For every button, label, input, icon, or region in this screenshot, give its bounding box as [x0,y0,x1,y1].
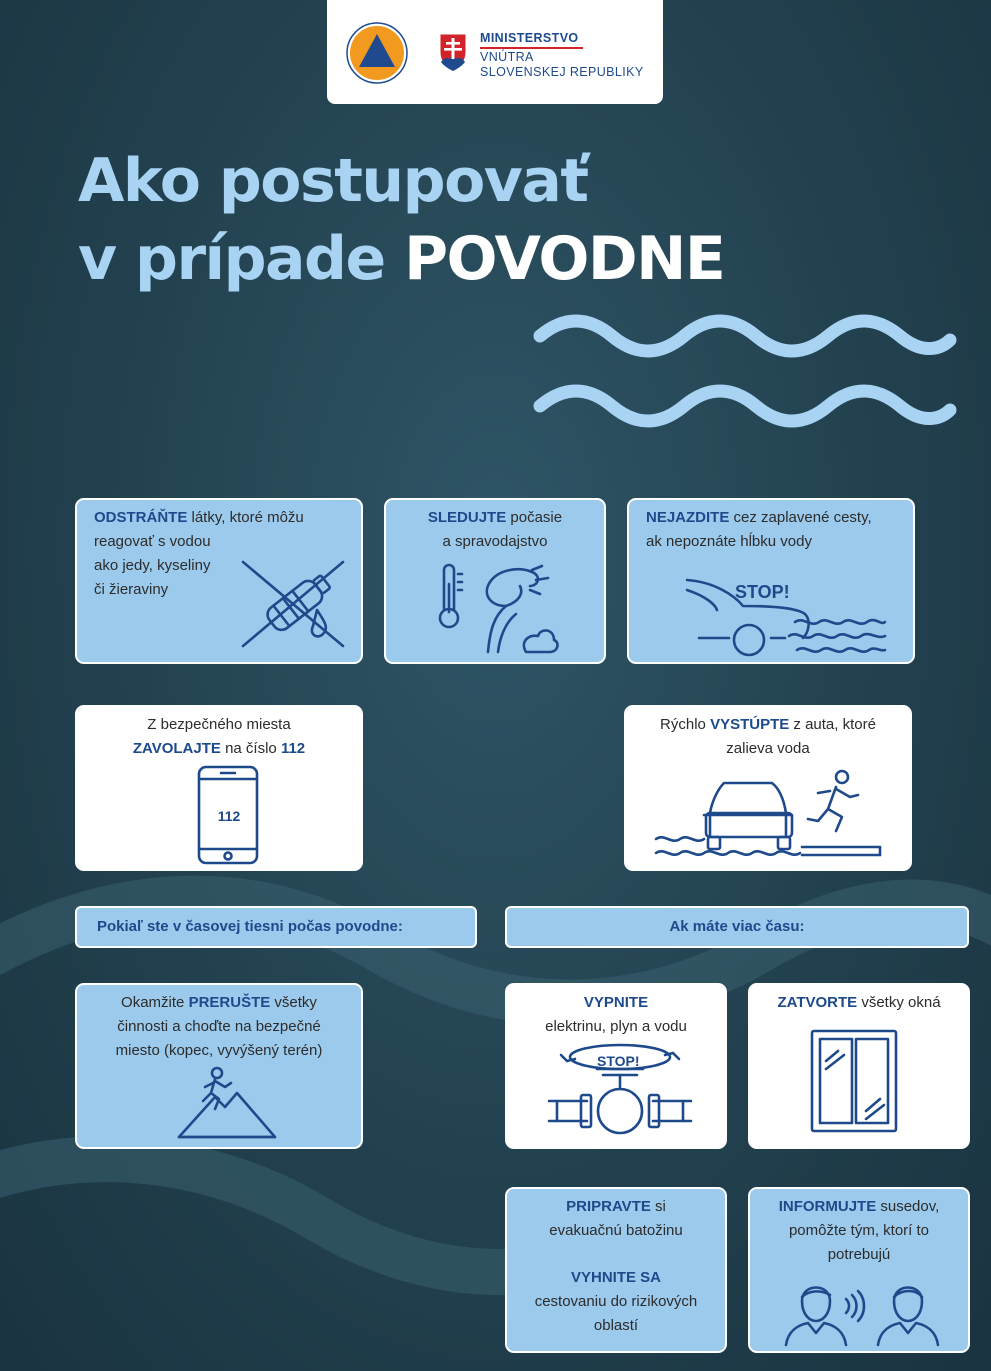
card-no-driving [627,498,915,664]
storm-tree-icon [468,560,560,656]
slovak-crest-icon [438,32,468,72]
page-title [78,142,724,298]
section-bar-time-pressure-label: Pokiaľ ste v časovej tiesni počas povodne: [97,918,403,935]
person-on-mountain-icon [175,1067,279,1141]
valve-stop-label: STOP! [597,1053,640,1069]
title-line-1: Ako postupovať [78,146,588,216]
phone-screen-number: 112 [217,808,241,824]
card-monitor-text: SLEDUJTE počasie a spravodajstvo [427,509,563,550]
wave-icon [530,308,960,448]
card-prepare-text: PRIPRAVTE si evakuačnú batožinu VYHNITE SA cestovaniu do rizikových oblastí [534,1198,698,1334]
civil-protection-logo-icon [346,22,408,84]
section-bar-time-pressure [75,906,477,948]
valve-stop-icon [547,1043,693,1139]
card-call-text: Z bezpečného miesta ZAVOLAJTE na číslo 112 [132,716,306,757]
card-remove-text: ODSTRÁŇTE látky, ktoré môžu reagovať s vodou ako jedy, kyseliny či žieraviny [94,509,304,598]
card-inform-neighbors [748,1187,970,1353]
card-interrupt-text: Okamžite PRERUŠTE všetky činnosti a choďte na bezpečné miesto (kopec, vyvýšený terén) [115,994,323,1059]
ministry-name [480,31,644,80]
card-exit-text: Rýchlo VYSTÚPTE z auta, ktoré zalieva voda [660,716,876,757]
thermometer-icon [434,562,466,632]
card-prepare-evacuation [505,1187,727,1353]
car-stop-icon [685,576,895,660]
title-strong: POVODNE [404,224,725,294]
card-switch-off-utilities [505,983,727,1149]
ministry-line-3: SLOVENSKEJ REPUBLIKY [480,65,644,79]
card-remove-substances [75,498,363,664]
card-exit-car [624,705,912,871]
ministry-rule [480,47,583,49]
stop-label: STOP! [735,582,790,602]
ministry-line-2: VNÚTRA [480,50,534,64]
card-nodrive-text: NEJAZDITE cez zaplavené cesty, ak nepoznáte hĺbku vody [646,509,872,550]
card-call-112 [75,705,363,871]
title-line-2 [78,220,724,298]
card-close-windows [748,983,970,1149]
title-light: v prípade [78,224,385,294]
ministry-line-1: MINISTERSTVO [480,31,579,45]
card-close-text: ZATVORTE všetky okná [777,994,941,1011]
neighbors-talking-icon [784,1275,940,1347]
section-bar-more-time-label: Ak máte viac času: [669,918,805,935]
section-bar-more-time [505,906,969,948]
person-exit-car-icon [652,769,884,861]
card-interrupt-activities [75,983,363,1149]
window-icon [810,1029,900,1133]
crossed-bottle-icon [235,556,355,652]
card-switchoff-text: VYPNITE elektrinu, plyn a vodu [545,994,687,1035]
header-logo-card [327,0,663,104]
card-inform-text: INFORMUJTE susedov, pomôžte tým, ktorí to potrebujú [778,1198,940,1263]
card-monitor-weather [384,498,606,664]
